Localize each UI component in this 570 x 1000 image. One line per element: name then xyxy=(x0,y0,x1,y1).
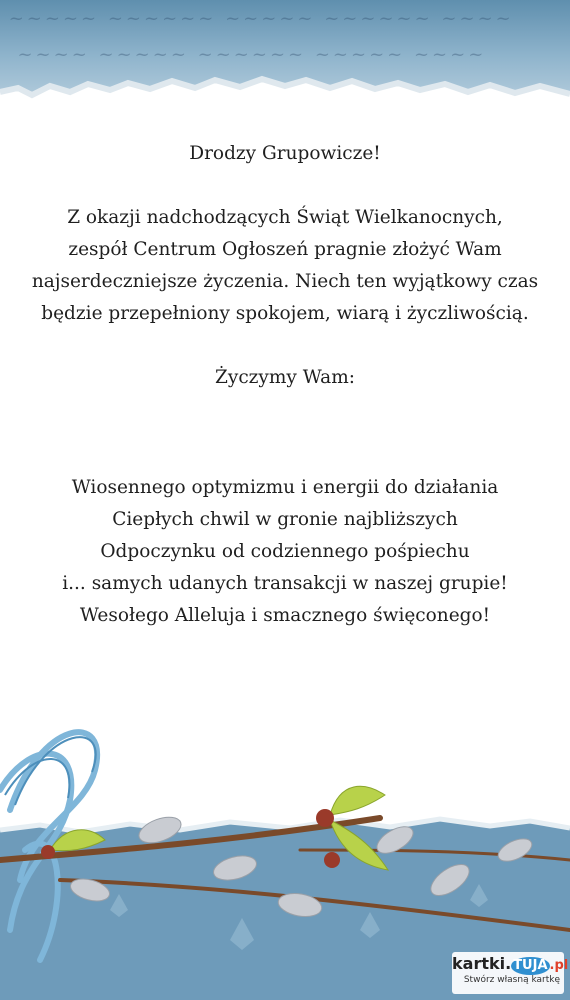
top-torn-paper-banner xyxy=(0,0,570,125)
card-message xyxy=(0,138,570,632)
kartki-tuja-logo[interactable] xyxy=(452,952,569,994)
bottom-decoration xyxy=(0,700,570,1000)
wish-line: i... samych udanych transakcji w naszej grupie! xyxy=(62,573,508,594)
wish-intro: Życzymy Wam: xyxy=(215,367,355,388)
logo-brand: kartki. TUJA .pl xyxy=(452,954,569,973)
decorative-script-line: ~~~~ ~~~~~ ~~~~~~ ~~~~~ ~~~~ xyxy=(0,44,487,65)
wish-line: Wiosennego optymizmu i energii do działania xyxy=(71,477,499,498)
greeting: Drodzy Grupowicze! xyxy=(189,143,381,164)
wish-line: Ciepłych chwil w gronie najbliższych xyxy=(112,509,458,530)
logo-tagline: Stwórz własną kartkę xyxy=(463,975,560,985)
intro-line: Z okazji nadchodzących Świąt Wielkanocnych, xyxy=(67,207,503,228)
intro-line: będzie przepełniony spokojem, wiarą i życzliwością. xyxy=(41,303,529,324)
wish-line: Wesołego Alleluja i smacznego święconego! xyxy=(79,605,491,626)
torn-edge-graphic xyxy=(0,0,570,125)
intro-line: zespół Centrum Ogłoszeń pragnie złożyć Wam xyxy=(68,239,502,260)
decorative-script-line: ~~~~~ ~~~~~~ ~~~~~ ~~~~~~ ~~~~ xyxy=(0,8,514,29)
wish-line: Odpoczynku od codziennego pośpiechu xyxy=(100,541,470,562)
intro-line: najserdeczniejsze życzenia. Niech ten wyjątkowy czas xyxy=(31,271,539,292)
